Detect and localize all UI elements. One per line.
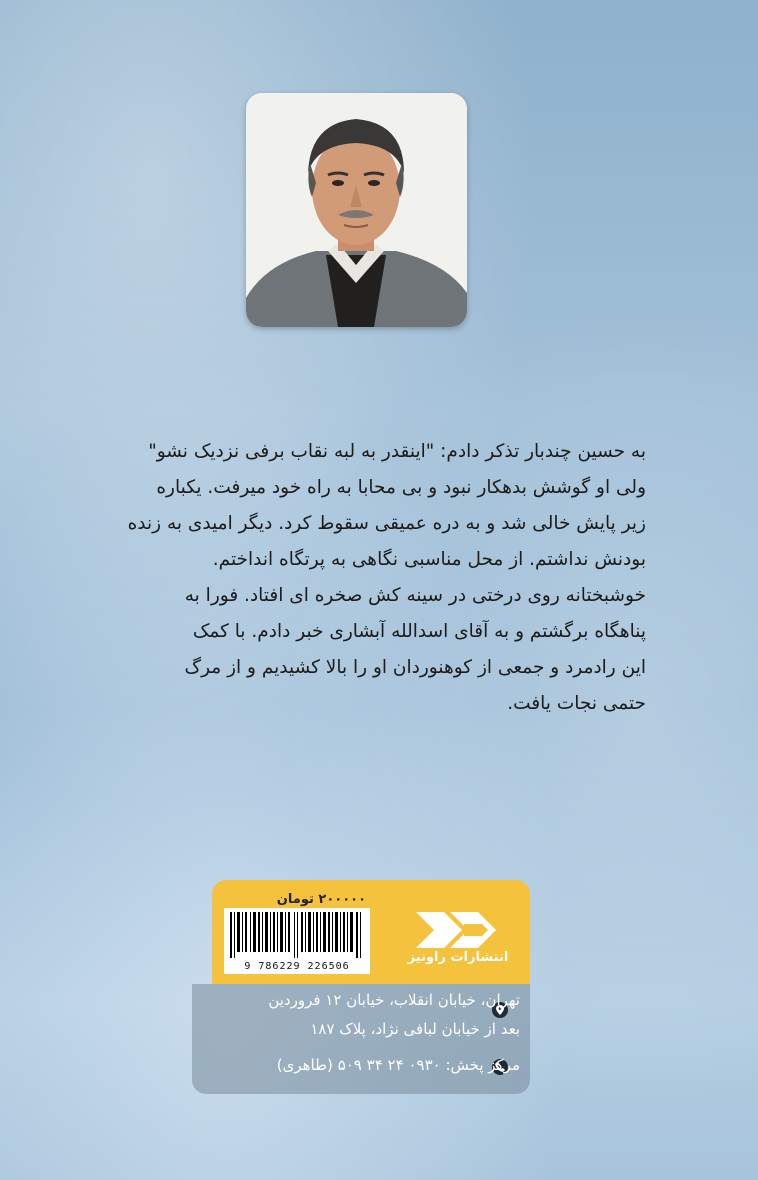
excerpt-line: پناهگاه برگشتم و به آقای اسدالله آبشاری خبر دادم. با کمک — [192, 621, 646, 642]
price-label: ۲۰۰۰۰۰ تومان — [276, 892, 366, 907]
excerpt-line: این رادمرد و جمعی از کوهنوردان او را بالا کشیدیم و از مرگ — [184, 657, 646, 678]
isbn-barcode — [224, 908, 370, 974]
excerpt-line: بودنش نداشتم. از محل مناسبی نگاهی به پرتگاه انداختم. — [212, 549, 646, 570]
publisher-card — [212, 880, 530, 984]
excerpt-line: خوشبختانه روی درختی در سینه کش صخره ای افتاد. فورا به — [184, 585, 646, 606]
barcode-graphic — [228, 912, 366, 958]
back-cover-excerpt — [118, 434, 646, 722]
address-line-1: تهران، خیابان انقلاب، خیابان ۱۲ فروردین — [268, 991, 520, 1009]
publisher-logo — [398, 894, 518, 978]
barcode-number: 9 786229 226506 — [244, 961, 350, 972]
author-photo — [246, 93, 467, 327]
publisher-name: انتشارات راونیز — [407, 950, 509, 965]
contact-card — [192, 984, 530, 1094]
excerpt-line: حتمی نجات یافت. — [507, 693, 646, 714]
address-line-2: بعد از خیابان لبافی نژاد، پلاک ۱۸۷ — [310, 1020, 520, 1038]
distribution-phone: مرکز پخش: ۰۹۳۰ ۲۴ ۳۴ ۵۰۹ (طاهری) — [276, 1056, 520, 1074]
excerpt-line: زیر پایش خالی شد و به دره عمیقی سقوط کرد. دیگر امیدی به زنده — [127, 513, 646, 534]
excerpt-line: به حسین چندبار تذکر دادم: "اینقدر به لبه نقاب برفی نزدیک نشو" — [148, 441, 646, 462]
excerpt-line: ولی او گوشش بدهکار نبود و بی محابا به راه خود میرفت. یکباره — [156, 477, 646, 498]
